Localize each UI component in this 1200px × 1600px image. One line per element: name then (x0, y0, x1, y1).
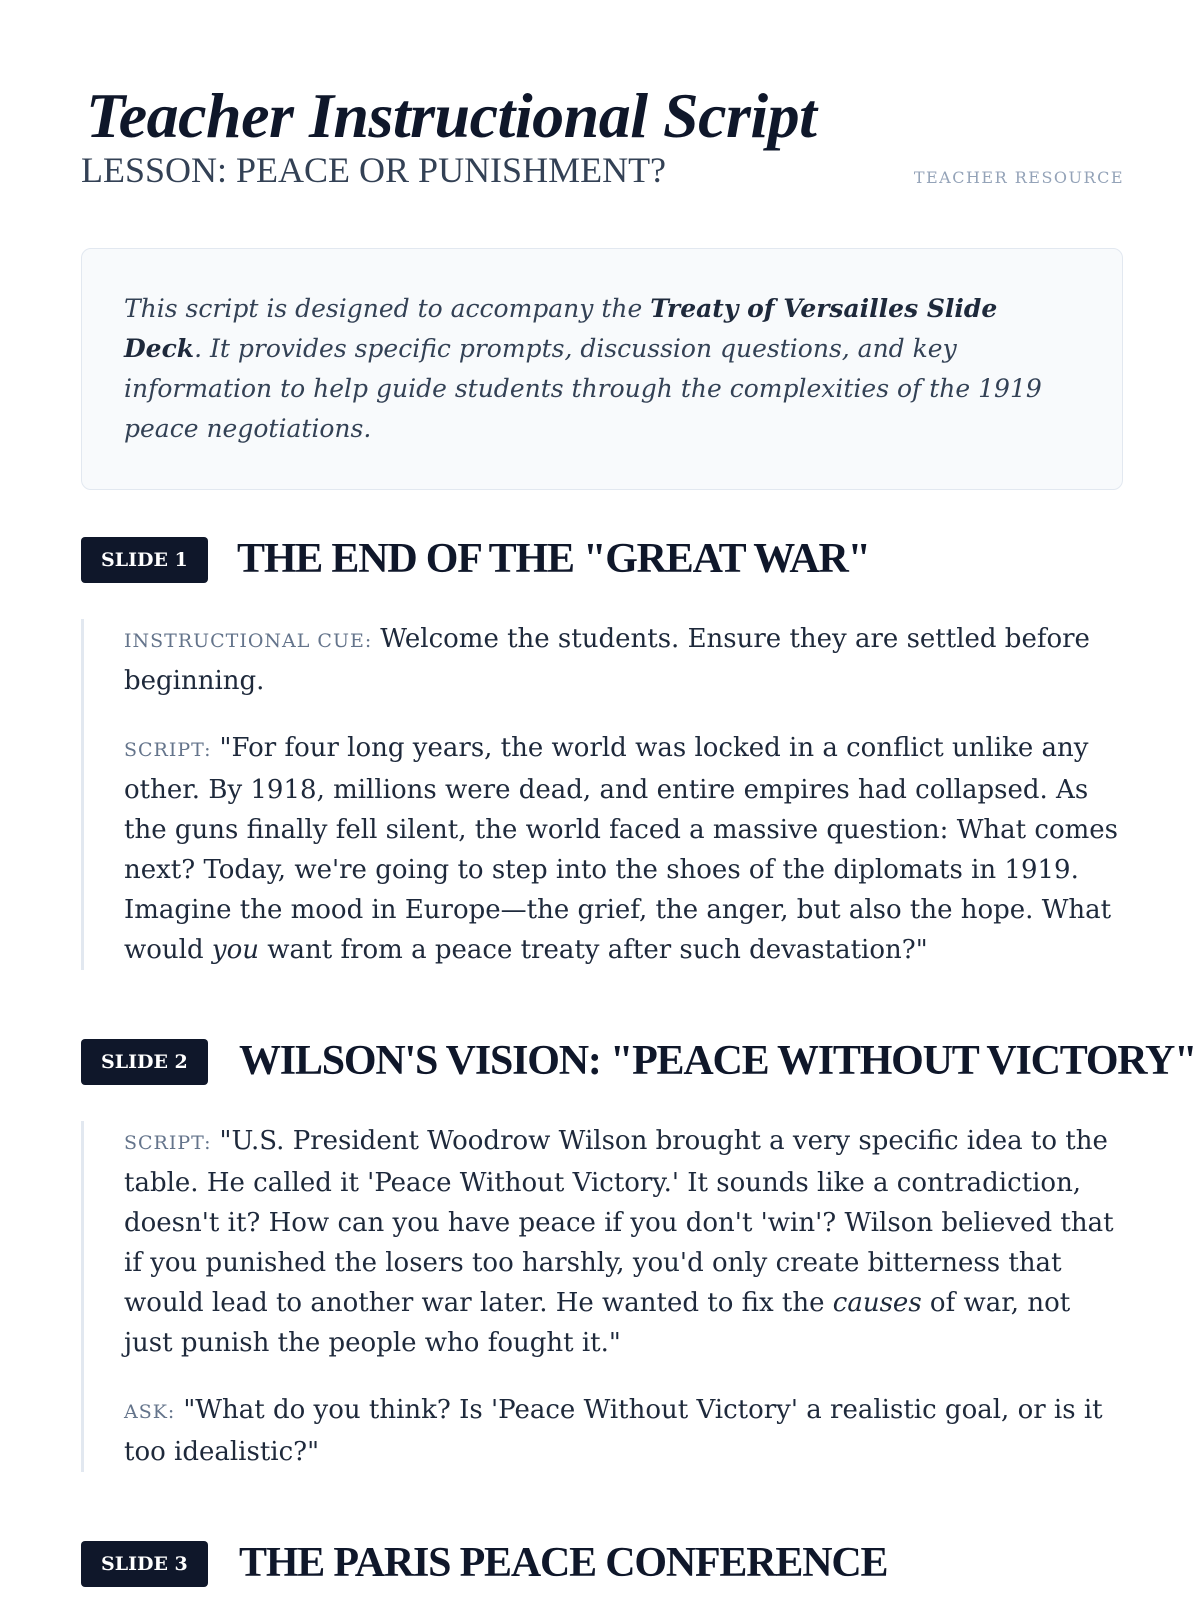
intro-text-end: . It provides specific prompts, discussion questions, and key information to help guide students through the complexities of the 1919 peace negotiations. (124, 334, 1042, 443)
script-text-start: "U.S. President Woodrow Wilson brought a very specific idea to the table. He called it 'Peace Without Victory.' It sounds like a contradiction, doesn't it? How can you have peace if you don't 'win'? Wilson believed that if you punished the losers too harshly, you'd only create bitterness that would lead to another war later. He wanted to fix the (124, 1126, 1114, 1318)
slide-2-notes (81, 1121, 1123, 1472)
script-label: SCRIPT: (124, 1132, 212, 1154)
script-paragraph (124, 728, 1123, 970)
script-label: SCRIPT: (124, 739, 212, 761)
script-text-end: want from a peace treaty after such devastation?" (258, 935, 928, 965)
teacher-resource-tag: TEACHER RESOURCE (913, 168, 1124, 187)
slide-1-title: THE END OF THE "GREAT WAR" (237, 536, 870, 582)
script-text-start: "For four long years, the world was locked in a conflict unlike any other. By 1918, millions were dead, and entire empires had collapsed. As the guns finally fell silent, the world faced a massive question: What comes next? Today, we're going to step into the shoes of the diplomats in 1919. Imagine the mood in Europe—the grief, the anger, but also the hope. What would (124, 733, 1118, 965)
slide-deck-reference: Treaty of Versailles Slide Deck (124, 294, 998, 363)
ask-label: ASK: (124, 1401, 176, 1423)
slide-3-badge: SLIDE 3 (81, 1541, 208, 1587)
intro-text-start: This script is designed to accompany the (124, 294, 651, 323)
slide-1-badge: SLIDE 1 (81, 537, 208, 583)
script-emphasis: causes (832, 1288, 922, 1318)
script-paragraph (124, 1121, 1123, 1363)
intro-callout (81, 248, 1123, 490)
intro-text (124, 289, 1082, 449)
cue-text: Welcome the students. Ensure they are settled before beginning. (124, 624, 1090, 696)
slide-2-title: WILSON'S VISION: "PEACE WITHOUT VICTORY" (239, 1038, 1197, 1084)
lesson-title: LESSON: PEACE OR PUNISHMENT? (81, 150, 667, 190)
slide-1-notes (81, 619, 1123, 970)
slide-2-badge: SLIDE 2 (81, 1039, 208, 1085)
script-emphasis: you (211, 935, 259, 965)
cue-label: INSTRUCTIONAL CUE: (124, 630, 373, 652)
page-title: Teacher Instructional Script (86, 80, 817, 151)
script-text-end: of war, not just punish the people who fought it." (124, 1288, 1071, 1358)
ask-text: "What do you think? Is 'Peace Without Victory' a realistic goal, or is it too idealistic?" (124, 1395, 1103, 1467)
instructional-cue (124, 619, 1123, 701)
ask-paragraph (124, 1390, 1123, 1472)
slide-3-title: THE PARIS PEACE CONFERENCE (239, 1540, 888, 1586)
